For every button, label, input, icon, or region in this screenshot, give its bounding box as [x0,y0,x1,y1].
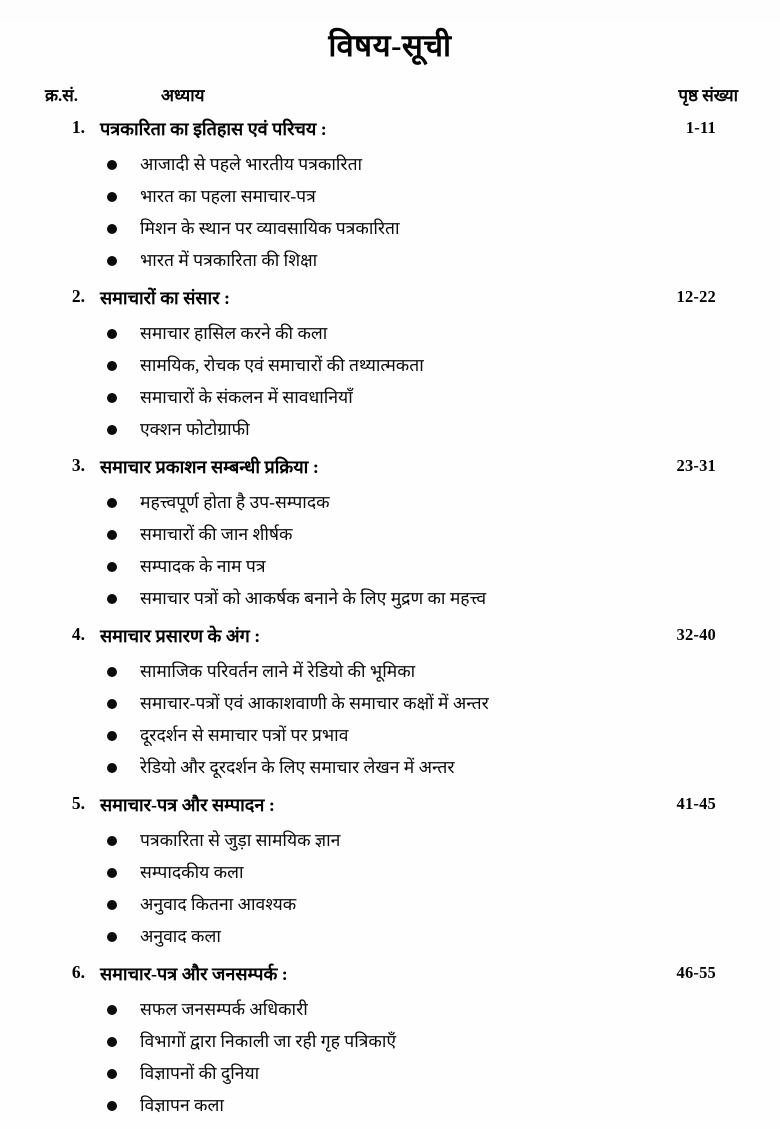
chapter-title[interactable]: पत्रकारिता का इतिहास एवं परिचय : [100,119,327,140]
topic-item[interactable] [0,1058,780,1090]
bullet-icon [107,160,117,170]
topic-label: मिशन के स्थान पर व्यावसायिक पत्रकारिता [140,218,400,239]
column-header-row [0,83,780,113]
column-header-serial: क्र.सं. [45,86,79,106]
topic-item[interactable] [0,245,780,277]
chapter-number: 1. [71,117,85,138]
topic-item[interactable] [0,551,780,583]
chapter-entry [0,117,780,277]
chapter-entry [0,793,780,953]
chapter-page-range: 41-45 [676,794,716,814]
topic-item[interactable] [0,213,780,245]
topic-item[interactable] [0,350,780,382]
topic-list [0,825,780,953]
chapter-entry [0,624,780,784]
chapter-title[interactable]: समाचारों का संसार : [100,288,231,309]
chapter-heading-row[interactable] [0,286,780,318]
bullet-icon [107,192,117,202]
topic-label: समाचार पत्रों को आकर्षक बनाने के लिए मुद्रण का महत्त्व [140,588,487,609]
bullet-icon [107,731,117,741]
topic-label: आजादी से पहले भारतीय पत्रकारिता [140,154,363,175]
topic-label: विज्ञापन कला [140,1095,224,1116]
toc-page [0,21,780,1129]
bullet-icon [107,932,117,942]
bullet-icon [107,1069,117,1079]
chapter-entry [0,455,780,615]
topic-item[interactable] [0,720,780,752]
topic-list [0,318,780,446]
topic-item[interactable] [0,656,780,688]
chapter-number: 3. [71,455,85,476]
bullet-icon [107,562,117,572]
chapter-title[interactable]: समाचार-पत्र और सम्पादन : [100,795,275,816]
topic-item[interactable] [0,921,780,953]
bullet-icon [107,594,117,604]
chapter-page-range: 32-40 [676,625,716,645]
bullet-icon [107,425,117,435]
topic-item[interactable] [0,1090,780,1122]
topic-item[interactable] [0,752,780,784]
column-header-page-number: पृष्ठ संख्या [678,86,738,106]
topic-item[interactable] [0,583,780,615]
topic-item[interactable] [0,857,780,889]
topic-item[interactable] [0,318,780,350]
page-title: विषय-सूची [328,27,452,63]
topic-label: भारत में पत्रकारिता की शिक्षा [140,250,318,271]
bullet-icon [107,530,117,540]
topic-label: पत्रकारिता से जुड़ा सामयिक ज्ञान [140,830,341,851]
topic-item[interactable] [0,382,780,414]
chapter-title[interactable]: समाचार प्रकाशन सम्बन्धी प्रक्रिया : [100,457,319,478]
topic-label: अनुवाद कला [140,926,221,947]
bullet-icon [107,224,117,234]
chapter-number: 4. [71,624,85,645]
topic-list [0,994,780,1122]
topic-label: विज्ञापनों की दुनिया [140,1063,260,1084]
bullet-icon [107,361,117,371]
topic-item[interactable] [0,487,780,519]
bullet-icon [107,329,117,339]
chapter-title[interactable]: समाचार-पत्र और जनसम्पर्क : [100,964,288,985]
topic-list [0,487,780,615]
topic-label: समाचार-पत्रों एवं आकाशवाणी के समाचार कक्षों में अन्तर [140,693,489,714]
bullet-icon [107,1037,117,1047]
chapter-heading-row[interactable] [0,455,780,487]
chapter-heading-row[interactable] [0,624,780,656]
bullet-icon [107,868,117,878]
topic-item[interactable] [0,414,780,446]
chapter-heading-row[interactable] [0,793,780,825]
chapter-page-range: 12-22 [676,287,716,307]
topic-item[interactable] [0,825,780,857]
bullet-icon [107,667,117,677]
chapter-page-range: 23-31 [676,456,716,476]
bullet-icon [107,763,117,773]
chapter-number: 5. [71,793,85,814]
topic-item[interactable] [0,889,780,921]
topic-label: सामाजिक परिवर्तन लाने में रेडियो की भूमिका [140,661,416,682]
topic-label: महत्त्वपूर्ण होता है उप-सम्पादक [140,492,330,513]
bullet-icon [107,393,117,403]
topic-label: सफल जनसम्पर्क अधिकारी [140,999,308,1020]
topic-label: सामयिक, रोचक एवं समाचारों की तथ्यात्मकता [140,355,424,376]
topic-label: समाचारों के संकलन में सावधानियाँ [140,387,353,408]
chapter-page-range: 46-55 [676,963,716,983]
bullet-icon [107,900,117,910]
topic-item[interactable] [0,519,780,551]
bullet-icon [107,1005,117,1015]
topic-label: अनुवाद कितना आवश्यक [140,894,297,915]
column-header-chapter: अध्याय [161,86,205,106]
topic-label: विभागों द्वारा निकाली जा रही गृह पत्रिकाएँ [140,1031,397,1052]
topic-item[interactable] [0,149,780,181]
chapter-list [0,117,780,1122]
topic-item[interactable] [0,181,780,213]
topic-list [0,149,780,277]
bullet-icon [107,836,117,846]
topic-label: सम्पादक के नाम पत्र [140,556,266,577]
topic-label: रेडियो और दूरदर्शन के लिए समाचार लेखन में अन्तर [140,757,455,778]
bullet-icon [107,699,117,709]
chapter-heading-row[interactable] [0,962,780,994]
chapter-page-range: 1-11 [685,118,716,138]
topic-item[interactable] [0,688,780,720]
bullet-icon [107,1101,117,1111]
topic-list [0,656,780,784]
topic-label: समाचार हासिल करने की कला [140,323,328,344]
topic-label: समाचारों की जान शीर्षक [140,524,293,545]
topic-item[interactable] [0,994,780,1026]
topic-label: भारत का पहला समाचार-पत्र [140,186,316,207]
bullet-icon [107,498,117,508]
chapter-number: 6. [71,962,85,983]
bullet-icon [107,256,117,266]
topic-label: एक्शन फोटोग्राफी [140,419,250,440]
chapter-entry [0,286,780,446]
chapter-title[interactable]: समाचार प्रसारण के अंग : [100,626,261,647]
topic-item[interactable] [0,1026,780,1058]
chapter-entry [0,962,780,1122]
topic-label: दूरदर्शन से समाचार पत्रों पर प्रभाव [140,725,349,746]
chapter-number: 2. [71,286,85,307]
topic-label: सम्पादकीय कला [140,862,244,883]
chapter-heading-row[interactable] [0,117,780,149]
